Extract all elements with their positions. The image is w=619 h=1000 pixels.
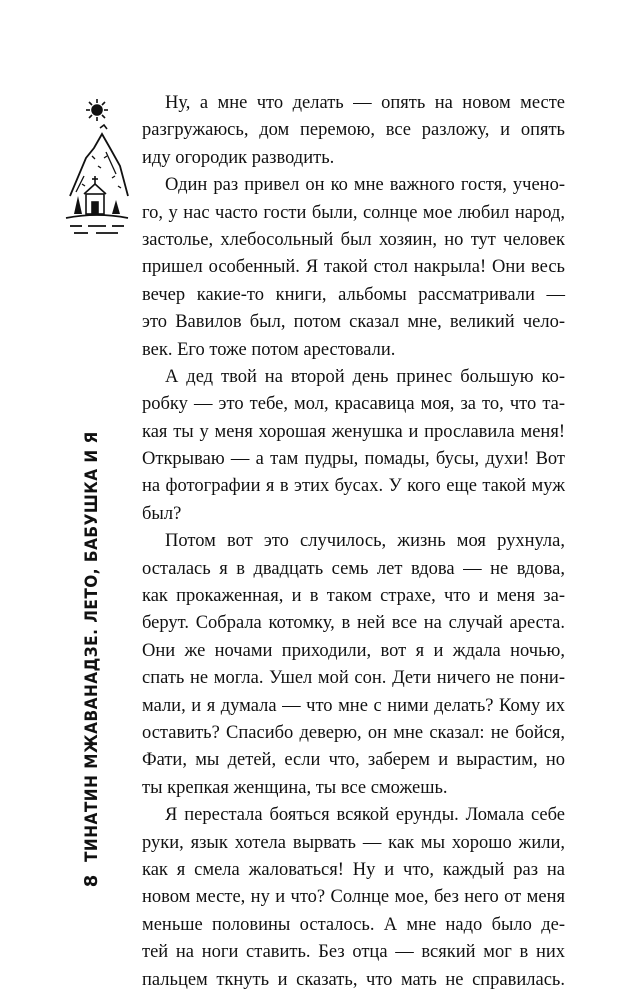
page-number <box>80 868 104 894</box>
text-line: пальцем ткнуть и сказать, что мать не справилась. <box>142 969 565 990</box>
text-line: Фати, мы детей, если что, заберем и вырастим, но <box>142 750 565 771</box>
paragraph <box>142 172 565 364</box>
text-line: иду огородик разводить. <box>142 147 335 168</box>
text-line: как я смела жаловаться! Ну и что, каждый раз на <box>142 859 565 880</box>
text-line: осталась я в двадцать семь лет вдова — не вдова, <box>142 558 565 579</box>
text-line: ты крепкая женщина, ты все сможешь. <box>142 777 448 798</box>
text-line: разгружаюсь, дом перемою, все разложу, и опять <box>142 120 565 141</box>
text-line: век. Его тоже потом арестовали. <box>142 339 396 360</box>
landscape-ornament-icon <box>62 96 132 246</box>
text-line: Открываю — а там пудры, помады, бусы, духи! Вот <box>142 449 565 470</box>
text-line: это Вавилов был, потом сказал мне, великий чело- <box>142 312 565 333</box>
text-line: А дед твой на второй день принес большую ко- <box>165 366 565 387</box>
text-line: Ну, а мне что делать — опять на новом месте <box>165 93 565 113</box>
text-line: руки, язык хотела вырвать — как мы хорошо жили, <box>142 832 565 853</box>
text-line: го, у нас часто гости были, солнце мое любил народ, <box>142 202 565 223</box>
paragraph <box>142 528 565 802</box>
text-line: спать не могла. Ушел мой сон. Дети ничего не пони- <box>142 668 565 689</box>
text-line: застолье, хлебосольный был хозяин, но тут человек <box>142 229 565 250</box>
text-line: Один раз привел он ко мне важного гостя, учено- <box>165 175 565 196</box>
text-line: кая ты у меня хорошая женушка и прославила меня! <box>142 421 565 442</box>
text-line: Я перестала бояться всякой ерунды. Ломала себе <box>165 805 565 826</box>
text-line: был? <box>142 503 182 524</box>
text-line: берут. Собрала котомку, в ней все на случай ареста. <box>142 613 565 634</box>
text-line: на фотографии я в этих бусах. У кого еще такой муж <box>142 476 565 497</box>
paragraph <box>142 802 565 994</box>
text-line: Они же ночами приходили, вот я и ждала ночью, <box>142 640 565 661</box>
running-head-text: ТИНАТИН МЖАВАНАДЗЕ. ЛЕТО, БАБУШКА И Я <box>82 431 102 862</box>
text-line: новом месте, ну и что? Солнце мое, без него от меня <box>142 887 565 908</box>
page-number-text: 8 <box>81 874 102 888</box>
paragraph <box>142 90 565 172</box>
text-line: пришел особенный. Я такой стол накрыла! Они весь <box>142 257 565 278</box>
text-line: оставить? Спасибо деверю, он мне сказал: не бойся, <box>142 722 565 743</box>
sun-icon <box>86 99 108 121</box>
church-hill-icon <box>62 96 132 246</box>
text-line: меньше половины осталось. А мне надо было де- <box>142 914 565 935</box>
text-line: как прокаженная, и в таком страхе, что и меня за- <box>142 586 565 607</box>
body-text <box>142 90 565 994</box>
text-line: Потом вот это случилось, жизнь моя рухнула, <box>165 531 565 552</box>
text-line: робку — это тебе, мол, красавица моя, за то, что та- <box>142 394 565 415</box>
text-line: вечер какие-то книги, альбомы рассматривали — <box>142 284 565 305</box>
running-head <box>80 431 104 862</box>
text-line: мали, и я думала — что мне с ними делать? Кому их <box>142 695 565 716</box>
paragraph <box>142 364 565 528</box>
text-line: тей на ноги ставить. Без отца — всякий мог в них <box>142 942 565 963</box>
